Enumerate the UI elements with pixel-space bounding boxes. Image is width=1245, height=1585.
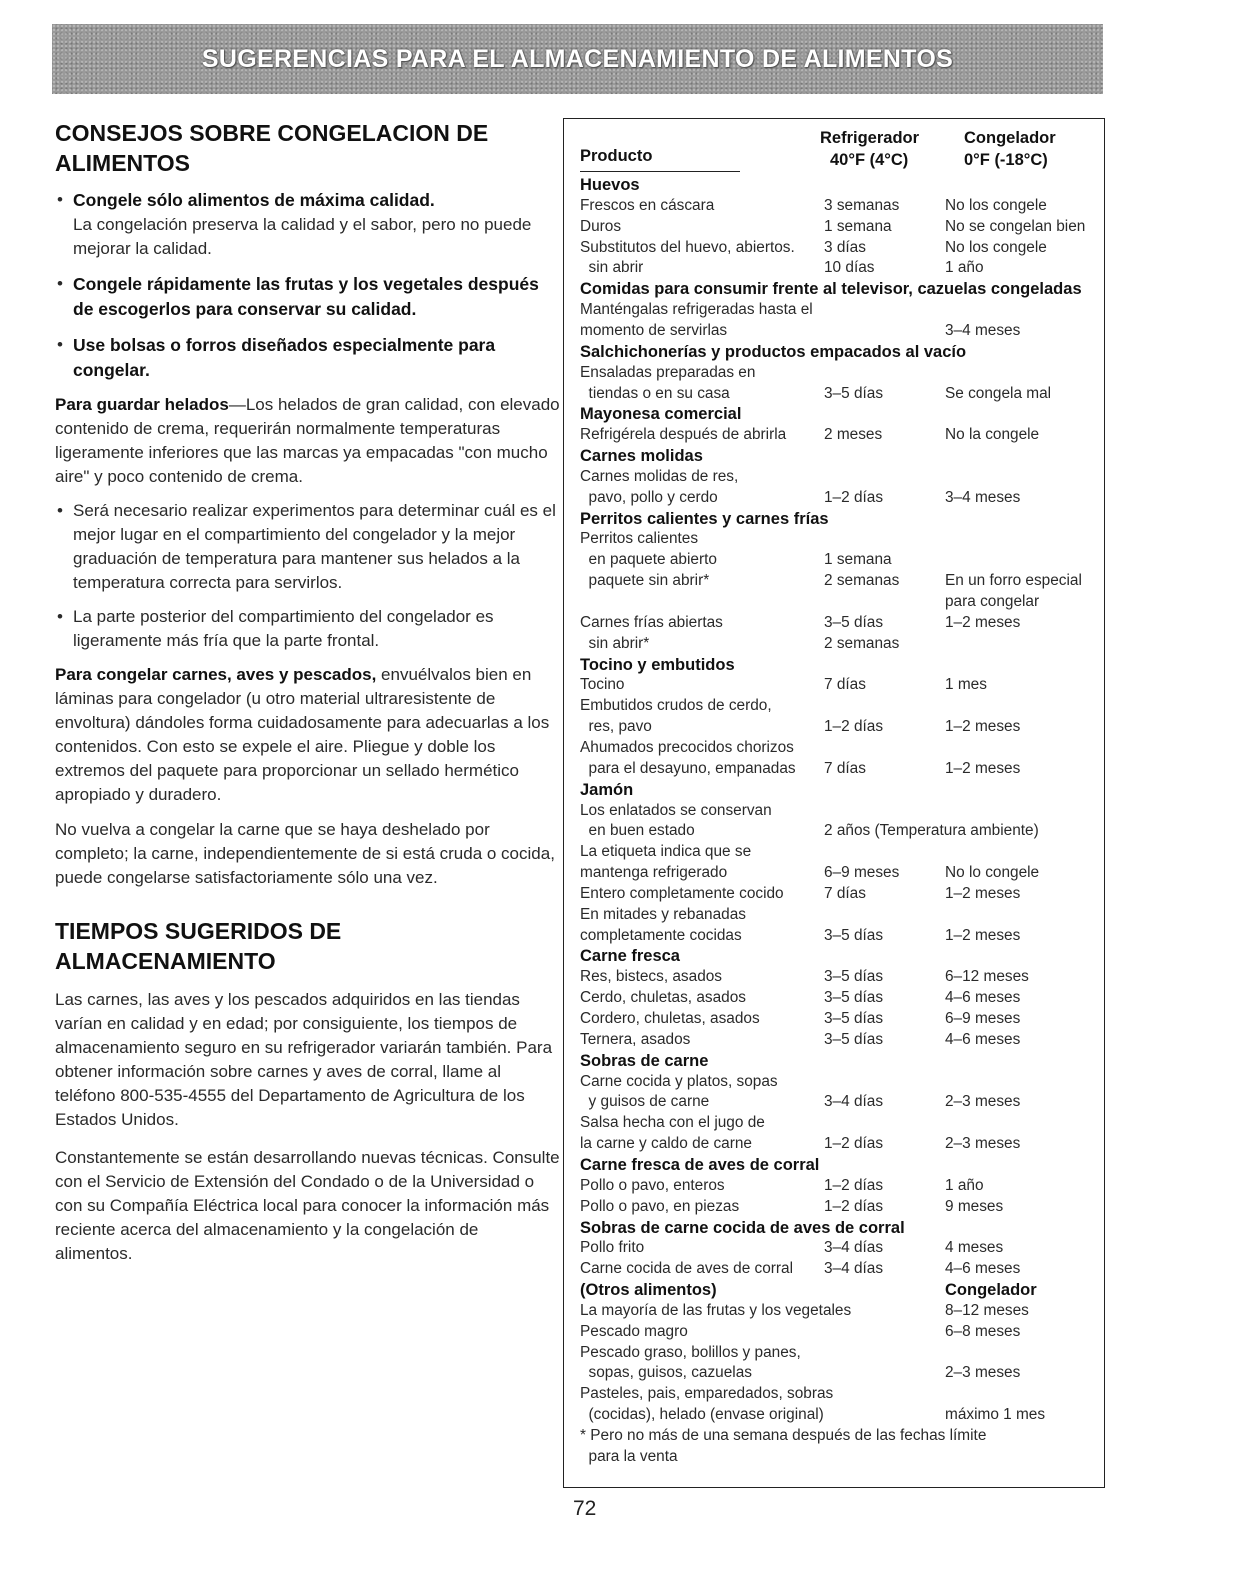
freezer-cell: 9 meses bbox=[945, 1197, 1004, 1215]
refrigerator-cell: 1–2 días bbox=[824, 718, 884, 736]
table-row bbox=[580, 321, 1100, 341]
table-row bbox=[580, 592, 1100, 612]
refrigerator-cell: 2 meses bbox=[824, 426, 883, 444]
table-row bbox=[580, 571, 1100, 591]
product-cell: Mayonesa comercial bbox=[580, 405, 742, 424]
product-cell: sin abrir bbox=[580, 259, 644, 277]
table-category-row bbox=[580, 175, 1100, 195]
product-cell: Carne fresca bbox=[580, 947, 680, 966]
para-helados-bold: Para guardar helados bbox=[55, 395, 229, 414]
table-row bbox=[580, 1343, 1100, 1363]
bullet-calidad-bold: Congele sólo alimentos de máxima calidad. bbox=[73, 190, 435, 210]
para-carnes bbox=[55, 663, 560, 807]
table-category-row bbox=[580, 1051, 1100, 1071]
refrigerator-cell: 3–5 días bbox=[824, 989, 884, 1007]
bullet-bolsas-bold: Use bolsas o forros diseñados especialmente para congelar. bbox=[73, 335, 496, 380]
table-row bbox=[580, 1092, 1100, 1112]
table-category-row bbox=[580, 446, 1100, 466]
product-cell: Substitutos del huevo, abiertos. bbox=[580, 238, 795, 256]
table-row bbox=[580, 613, 1100, 633]
product-cell: Pollo o pavo, en piezas bbox=[580, 1197, 740, 1215]
product-cell: y guisos de carne bbox=[580, 1093, 710, 1111]
product-cell: para el desayuno, empanadas bbox=[580, 759, 796, 777]
freezer-cell: 4–6 meses bbox=[945, 1260, 1021, 1278]
freezer-cell: 1–2 meses bbox=[945, 884, 1021, 902]
product-cell: Refrigérela después de abrirla bbox=[580, 426, 787, 444]
product-cell: Ahumados precocidos chorizos bbox=[580, 738, 794, 756]
table-row bbox=[580, 1363, 1100, 1383]
product-cell: sopas, guisos, cazuelas bbox=[580, 1364, 752, 1382]
refrigerator-cell: 1 semana bbox=[824, 217, 892, 235]
refrigerator-cell: 7 días bbox=[824, 676, 866, 694]
refrigerator-cell: 1–2 días bbox=[824, 1176, 884, 1194]
freezer-cell: Congelador bbox=[945, 1281, 1037, 1300]
table-row bbox=[580, 863, 1100, 883]
freezer-cell: En un forro especial bbox=[945, 572, 1082, 590]
table-row bbox=[580, 1197, 1100, 1217]
header-producto: Producto bbox=[580, 147, 653, 165]
product-cell: Perritos calientes y carnes frías bbox=[580, 509, 829, 528]
product-cell: Jamón bbox=[580, 780, 634, 799]
table-row bbox=[580, 425, 1100, 445]
table-row bbox=[580, 1259, 1100, 1279]
table-row bbox=[580, 1030, 1100, 1050]
product-cell: Frescos en cáscara bbox=[580, 196, 715, 214]
table-row bbox=[580, 675, 1100, 695]
freezer-cell: 6–9 meses bbox=[945, 1010, 1021, 1027]
table-row bbox=[580, 696, 1100, 716]
table-category-row bbox=[580, 946, 1100, 966]
refrigerator-cell: 6–9 meses bbox=[824, 864, 900, 882]
bullet-calidad bbox=[55, 188, 560, 261]
freezer-cell: 2–3 meses bbox=[945, 1364, 1021, 1382]
product-cell: Ternera, asados bbox=[580, 1030, 691, 1048]
freezer-cell: 1 año bbox=[945, 259, 984, 277]
table-category-row bbox=[580, 1218, 1100, 1238]
freezer-cell: 4–6 meses bbox=[945, 989, 1021, 1007]
table-row bbox=[580, 1134, 1100, 1154]
product-cell: (Otros alimentos) bbox=[580, 1281, 717, 1300]
product-cell: Salchichonerías y productos empacados al vacío bbox=[580, 342, 967, 361]
table-row bbox=[580, 1113, 1100, 1133]
freezer-cell: 1–2 meses bbox=[945, 759, 1021, 777]
refrigerator-cell: 3–5 días bbox=[824, 384, 884, 402]
product-cell: mantenga refrigerado bbox=[580, 864, 728, 882]
table-row bbox=[580, 1405, 1100, 1425]
bullet-experimentos: • Será necesario realizar experimentos para determinar cuál es el mejor lugar en el compartimiento del congelador y la mejor graduación de temperatura para mantener sus helados a la temperatura correcta para servirlos. bbox=[55, 499, 560, 595]
refrigerator-cell: 3–4 días bbox=[824, 1239, 884, 1257]
freezer-cell: 6–8 meses bbox=[945, 1322, 1021, 1340]
header-congelador: Congelador bbox=[964, 129, 1056, 147]
table-category-row bbox=[580, 1280, 1100, 1300]
table-row bbox=[580, 967, 1100, 987]
refrigerator-cell: 1–2 días bbox=[824, 1135, 884, 1153]
freezer-cell: 3–4 meses bbox=[945, 488, 1021, 506]
table-category-row bbox=[580, 655, 1100, 675]
refrigerator-cell: 3–5 días bbox=[824, 1030, 884, 1048]
freezer-cell: No los congele bbox=[945, 238, 1047, 256]
product-cell: Embutidos crudos de cerdo, bbox=[580, 697, 772, 715]
table-row bbox=[580, 759, 1100, 779]
refrigerator-cell: 1 semana bbox=[824, 551, 892, 569]
refrigerator-cell: 3–5 días bbox=[824, 926, 884, 944]
product-cell: Pollo frito bbox=[580, 1239, 645, 1257]
refrigerator-cell: 3–4 días bbox=[824, 1260, 884, 1278]
table-row bbox=[580, 217, 1100, 237]
product-cell: Carne fresca de aves de corral bbox=[580, 1155, 820, 1174]
table-row bbox=[580, 884, 1100, 904]
freezer-cell: 3–4 meses bbox=[945, 321, 1021, 339]
table-row bbox=[580, 550, 1100, 570]
product-cell: Entero completamente cocido bbox=[580, 884, 784, 902]
para-helados-text: —Los helados de gran calidad, con elevado contenido de crema, requerirán normalmente temperaturas ligeramente inferiores que las marcas ya empacadas "con mucho aire" y poco contenido de crema. bbox=[55, 395, 560, 486]
refrigerator-cell: 3–5 días bbox=[824, 968, 884, 986]
product-cell: Carne cocida y platos, sopas bbox=[580, 1072, 778, 1090]
heading-consejos: CONSEJOS SOBRE CONGELACION DE ALIMENTOS bbox=[55, 120, 489, 176]
freezer-cell: No se congelan bien bbox=[945, 217, 1086, 235]
freezer-cell: máximo 1 mes bbox=[945, 1406, 1046, 1424]
freezer-cell: 4 meses bbox=[945, 1239, 1004, 1257]
product-cell: Carnes molidas bbox=[580, 447, 703, 466]
table-row bbox=[580, 1426, 1100, 1446]
para-carnes-bold: Para congelar carnes, aves y pescados, bbox=[55, 665, 377, 684]
table-row bbox=[580, 988, 1100, 1008]
para-constantemente: Constantemente se están desarrollando nuevas técnicas. Consulte con el Servicio de Extensión del Condado o de la Universidad o con su Compañía Eléctrica local para conocer la información más reciente acerca del almacenamiento y la congelación de alimentos. bbox=[55, 1148, 560, 1263]
product-cell: Carnes frías abiertas bbox=[580, 613, 723, 631]
freezer-cell: 6–12 meses bbox=[945, 968, 1029, 986]
product-cell: Ensaladas preparadas en bbox=[580, 363, 756, 381]
header-underline bbox=[580, 171, 740, 172]
table-row bbox=[580, 196, 1100, 216]
table-category-row bbox=[580, 780, 1100, 800]
product-cell: En mitades y rebanadas bbox=[580, 905, 746, 923]
product-cell: momento de servirlas bbox=[580, 321, 728, 339]
bullet-rapidamente bbox=[55, 272, 560, 322]
product-cell: Pasteles, pais, emparedados, sobras bbox=[580, 1385, 834, 1403]
product-cell: Sobras de carne cocida de aves de corral bbox=[580, 1218, 905, 1237]
product-cell: Cerdo, chuletas, asados bbox=[580, 989, 746, 1007]
storage-table bbox=[563, 118, 1105, 1488]
table-row bbox=[580, 1176, 1100, 1196]
refrigerator-cell: 3–4 días bbox=[824, 1093, 884, 1111]
refrigerator-cell: 10 días bbox=[824, 259, 875, 277]
product-cell: Tocino bbox=[580, 676, 625, 694]
refrigerator-cell: 3 semanas bbox=[824, 196, 900, 214]
refrigerator-cell: 1–2 días bbox=[824, 488, 884, 506]
product-cell: Manténgalas refrigeradas hasta el bbox=[580, 301, 813, 319]
table-row bbox=[580, 1384, 1100, 1404]
refrigerator-cell: 1–2 días bbox=[824, 1197, 884, 1215]
freezer-cell: 1–2 meses bbox=[945, 926, 1021, 944]
refrigerator-cell: 3 días bbox=[824, 238, 866, 256]
product-cell: Sobras de carne bbox=[580, 1051, 709, 1070]
product-cell: Los enlatados se conservan bbox=[580, 801, 772, 819]
table-row bbox=[580, 926, 1100, 946]
table-row bbox=[580, 529, 1100, 549]
table-row bbox=[580, 905, 1100, 925]
table-category-row bbox=[580, 1155, 1100, 1175]
para-las-carnes: Las carnes, las aves y los pescados adquiridos en las tiendas varían en calidad y en edad; por consiguiente, los tiempos de almacenamiento seguro en su refrigerador variarán también. Para obtener información sobre carnes y aves de corral, llame al teléfono 800-535-4555 del Departamento de Agricultura de los Estados Unidos. bbox=[55, 990, 553, 1129]
product-cell: la carne y caldo de carne bbox=[580, 1135, 752, 1153]
product-cell: paquete sin abrir* bbox=[580, 572, 710, 590]
product-cell: * Pero no más de una semana después de las fechas límite bbox=[580, 1427, 987, 1444]
freezer-cell: 2–3 meses bbox=[945, 1093, 1021, 1111]
header-refrigerador-temp: 40°F (4°C) bbox=[830, 151, 909, 169]
banner-title: SUGERENCIAS PARA EL ALMACENAMIENTO DE ALIMENTOS bbox=[201, 44, 954, 73]
product-cell: Tocino y embutidos bbox=[580, 655, 735, 674]
table-row bbox=[580, 363, 1100, 383]
table-row bbox=[580, 488, 1100, 508]
freezer-cell: 1–2 meses bbox=[945, 718, 1021, 736]
refrigerator-cell: 7 días bbox=[824, 884, 866, 902]
product-cell: Huevos bbox=[580, 176, 640, 194]
freezer-cell: No los congele bbox=[945, 196, 1047, 214]
table-row bbox=[580, 1322, 1100, 1342]
product-cell: La etiqueta indica que se bbox=[580, 843, 752, 861]
bullet-calidad-text: La congelación preserva la calidad y el sabor, pero no puede mejorar la calidad. bbox=[73, 215, 532, 258]
table-row bbox=[580, 1301, 1100, 1321]
freezer-cell: 1–2 meses bbox=[945, 613, 1021, 631]
product-cell: La mayoría de las frutas y los vegetales bbox=[580, 1301, 852, 1319]
freezer-cell: 2–3 meses bbox=[945, 1135, 1021, 1153]
freezer-cell: 8–12 meses bbox=[945, 1301, 1029, 1319]
product-cell: sin abrir* bbox=[580, 634, 650, 652]
product-cell: Pollo o pavo, enteros bbox=[580, 1176, 725, 1194]
product-cell: res, pavo bbox=[580, 718, 652, 736]
table-row bbox=[580, 634, 1100, 654]
product-cell: completamente cocidas bbox=[580, 926, 742, 944]
table-row bbox=[580, 467, 1100, 487]
product-cell: tiendas o en su casa bbox=[580, 384, 730, 402]
para-helados bbox=[55, 393, 560, 489]
header-refrigerador: Refrigerador bbox=[820, 129, 920, 147]
product-cell: Res, bistecs, asados bbox=[580, 968, 723, 986]
table-row bbox=[580, 1072, 1100, 1092]
freezer-cell: 1 mes bbox=[945, 676, 987, 694]
left-column bbox=[55, 118, 560, 1266]
header-congelador-temp: 0°F (-18°C) bbox=[964, 151, 1048, 169]
table-row bbox=[580, 238, 1100, 258]
product-cell: Salsa hecha con el jugo de bbox=[580, 1114, 765, 1132]
table-row bbox=[580, 1447, 1100, 1467]
table-row bbox=[580, 842, 1100, 862]
product-cell: (cocidas), helado (envase original) bbox=[580, 1406, 824, 1424]
refrigerator-cell: 3–5 días bbox=[824, 613, 884, 631]
table-category-row bbox=[580, 404, 1100, 424]
bullet-rapidamente-bold: Congele rápidamente las frutas y los vegetales después de escogerlos para conservar su calidad. bbox=[73, 274, 539, 319]
freezer-cell: para congelar bbox=[945, 593, 1040, 610]
refrigerator-cell: 3–5 días bbox=[824, 1010, 884, 1027]
freezer-cell: No la congele bbox=[945, 426, 1040, 444]
refrigerator-cell: 7 días bbox=[824, 759, 866, 777]
freezer-cell: No lo congele bbox=[945, 864, 1040, 882]
table-category-row bbox=[580, 509, 1100, 529]
refrigerator-cell: 2 años (Temperatura ambiente) bbox=[824, 822, 1039, 840]
page-number: 72 bbox=[573, 1497, 597, 1520]
table-row bbox=[580, 717, 1100, 737]
freezer-cell: 1 año bbox=[945, 1176, 984, 1194]
heading-tiempos: TIEMPOS SUGERIDOS DE ALMACENAMIENTO bbox=[55, 918, 342, 974]
table-row bbox=[580, 801, 1100, 821]
product-cell: Carne cocida de aves de corral bbox=[580, 1260, 794, 1278]
table-row bbox=[580, 300, 1100, 320]
product-cell: en buen estado bbox=[580, 822, 695, 840]
table-category-row bbox=[580, 279, 1100, 299]
bullet-bolsas bbox=[55, 333, 560, 383]
para-carnes-text: envuélvalos bien en láminas para congelador (u otro material ultraresistente de envoltura) dándoles forma cuidadosamente para adecuarlas a los contenidos. Con esto se expele el aire. Pliegue y doble los extremos del paquete para proporcionar un sellado hermético apropiado y duradero. bbox=[55, 665, 550, 804]
table-row bbox=[580, 1009, 1100, 1029]
refrigerator-cell: 2 semanas bbox=[824, 572, 900, 590]
product-cell: Perritos calientes bbox=[580, 530, 699, 548]
table-row bbox=[580, 821, 1100, 841]
freezer-cell: 4–6 meses bbox=[945, 1030, 1021, 1048]
product-cell: Pescado graso, bolillos y panes, bbox=[580, 1343, 801, 1361]
table-row bbox=[580, 1238, 1100, 1258]
para-no-vuelva: No vuelva a congelar la carne que se haya deshelado por completo; la carne, independientemente de si está cruda o cocida, puede congelarse satisfactoriamente sólo una vez. bbox=[55, 820, 555, 887]
table-row bbox=[580, 384, 1100, 404]
refrigerator-cell: 2 semanas bbox=[824, 634, 900, 652]
product-cell: Carnes molidas de res, bbox=[580, 467, 739, 485]
bullet-parte-posterior: • La parte posterior del compartimiento del congelador es ligeramente más fría que la parte frontal. bbox=[55, 605, 560, 653]
section-banner bbox=[52, 24, 1103, 94]
product-cell: Duros bbox=[580, 217, 622, 235]
product-cell: Comidas para consumir frente al televisor, cazuelas congeladas bbox=[580, 280, 1082, 299]
table-row bbox=[580, 738, 1100, 758]
product-cell: pavo, pollo y cerdo bbox=[580, 488, 718, 506]
freezer-cell: Se congela mal bbox=[945, 384, 1052, 402]
product-cell: en paquete abierto bbox=[580, 551, 717, 569]
product-cell: Cordero, chuletas, asados bbox=[580, 1010, 760, 1027]
table-row bbox=[580, 258, 1100, 278]
table-category-row bbox=[580, 342, 1100, 362]
product-cell: para la venta bbox=[580, 1447, 678, 1465]
product-cell: Pescado magro bbox=[580, 1322, 688, 1340]
